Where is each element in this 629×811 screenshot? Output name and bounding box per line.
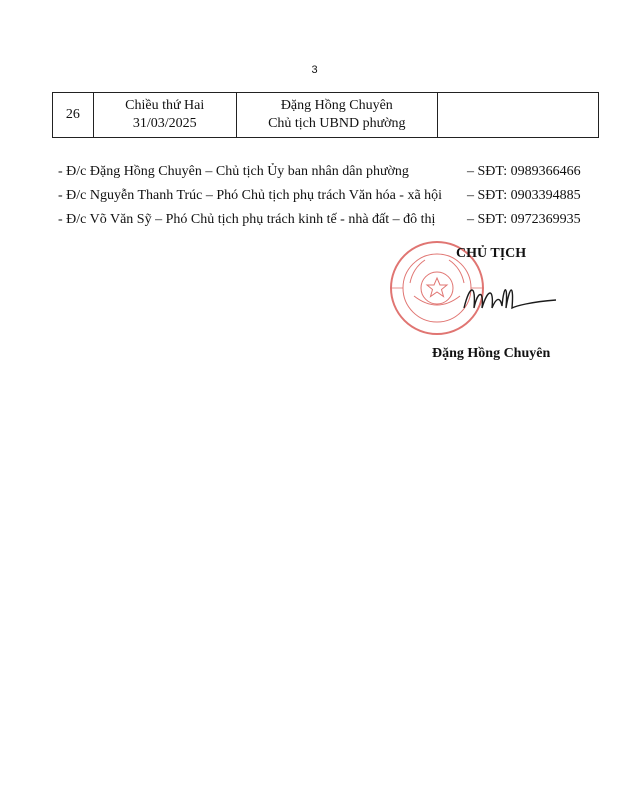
signer-name: Đặng Hồng Chuyên <box>432 346 551 361</box>
contact-item <box>58 184 593 208</box>
contact-name: - Đ/c Võ Văn Sỹ – Phó Chủ tịch phụ trách kinh tế - nhà đất – đô thị <box>58 212 436 227</box>
signature-block <box>380 238 590 368</box>
contact-item <box>58 160 593 184</box>
contact-phone: – SĐT: 0972369935 <box>467 212 581 227</box>
schedule-table <box>52 92 599 138</box>
row-number-cell: 26 <box>53 93 94 138</box>
time-date: 31/03/2025 <box>132 116 197 131</box>
contact-list <box>58 160 593 232</box>
empty-cell <box>437 93 598 138</box>
time-cell <box>93 93 236 138</box>
contact-item <box>58 208 593 232</box>
table-row <box>53 93 599 138</box>
handwritten-signature-icon <box>460 278 560 320</box>
person-cell <box>236 93 437 138</box>
contact-phone: – SĐT: 0989366466 <box>467 164 581 179</box>
contact-name: - Đ/c Đặng Hồng Chuyên – Chủ tịch Ủy ban nhân dân phường <box>58 164 409 179</box>
time-day: Chiều thứ Hai <box>125 98 205 113</box>
contact-name: - Đ/c Nguyễn Thanh Trúc – Phó Chủ tịch phụ trách Văn hóa - xã hội <box>58 188 443 203</box>
person-role: Chủ tịch UBND phường <box>268 116 406 131</box>
page-number: 3 <box>311 64 318 76</box>
person-name: Đặng Hồng Chuyên <box>280 98 393 113</box>
contact-phone: – SĐT: 0903394885 <box>467 188 581 203</box>
signer-title: CHỦ TỊCH <box>456 246 527 261</box>
